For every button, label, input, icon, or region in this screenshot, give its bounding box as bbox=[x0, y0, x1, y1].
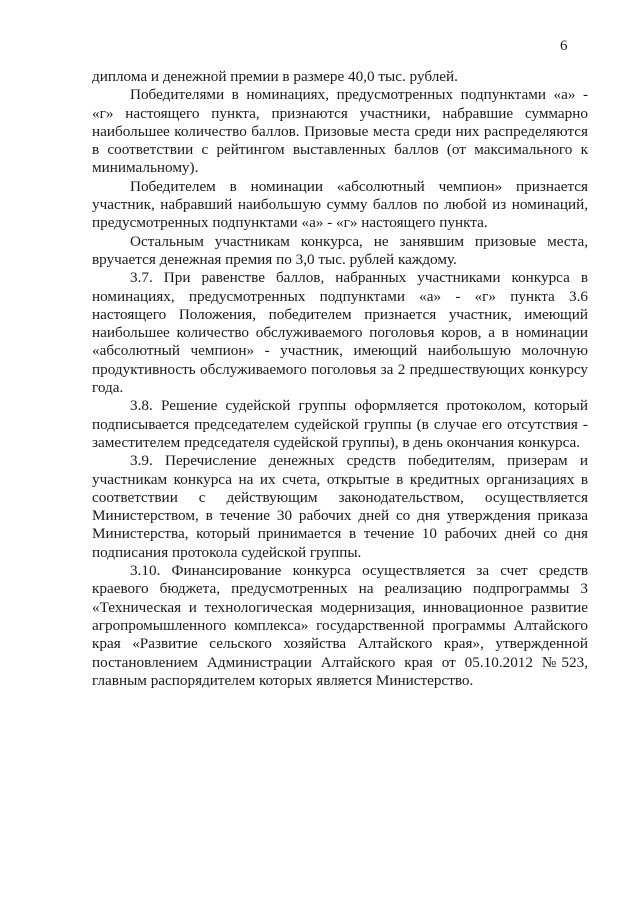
paragraph-3-9: 3.9. Перечисление денежных средств победителям, призерам и участникам конкурса на их счета, открытые в кредитных организациях в соответствии с действующим законодательством, осуществляется Министерством, в течение 30 рабочих дней со дня утверждения приказа Министерства, который принимается в течение 10 рабочих дней со дня подписания протокола судейской группы. bbox=[92, 452, 588, 561]
paragraph-winners-nominations: Победителями в номинациях, предусмотренных подпунктами «а» - «г» настоящего пункта, признаются участники, набравшие суммарно наибольшее количество баллов. Призовые места среди них распределяются в соответствии с рейтингом выставленных баллов (от максимального к минимальному). bbox=[92, 86, 588, 177]
paragraph-3-8: 3.8. Решение судейской группы оформляется протоколом, который подписывается председателем судейской группы (в случае его отсутствия - заместителем председателя судейской группы), в день окончания конкурса. bbox=[92, 397, 588, 451]
paragraph-absolute-champion: Победителем в номинации «абсолютный чемпион» признается участник, набравший наибольшую сумму баллов по любой из номинаций, предусмотренных подпунктами «а» - «г» настоящего пункта. bbox=[92, 177, 588, 232]
paragraph-continuation: диплома и денежной премии в размере 40,0 тыс. рублей. bbox=[92, 68, 458, 85]
paragraph-other-participants: Остальным участникам конкурса, не занявшим призовые места, вручается денежная премия по 3,0 тыс. рублей каждому. bbox=[92, 232, 588, 268]
document-body bbox=[92, 68, 588, 690]
paragraph-3-10: 3.10. Финансирование конкурса осуществляется за счет средств краевого бюджета, предусмотренных на реализацию подпрограммы 3 «Техническая и технологическая модернизация, инновационное развитие агропромышленного комплекса» государственной программы Алтайского края «Развитие сельского хозяйства Алтайского края», утвержденной постановлением Администрации Алтайского края от 05.10.2012 №523, главным распорядителем которых является Министерство. bbox=[92, 562, 588, 689]
page-number: 6 bbox=[560, 38, 568, 54]
paragraph-3-7: 3.7. При равенстве баллов, набранных участниками конкурса в номинациях, предусмотренных подпунктами «а» - «г» пункта 3.6 настоящего Положения, победителем признается участник, имеющий наибольшее количество обслуживаемого поголовья коров, а в номинации «абсолютный чемпион» - участник, имеющий наибольшую молочную продуктивность обслуживаемого поголовья за 2 предшествующих конкурсу года. bbox=[92, 269, 588, 397]
